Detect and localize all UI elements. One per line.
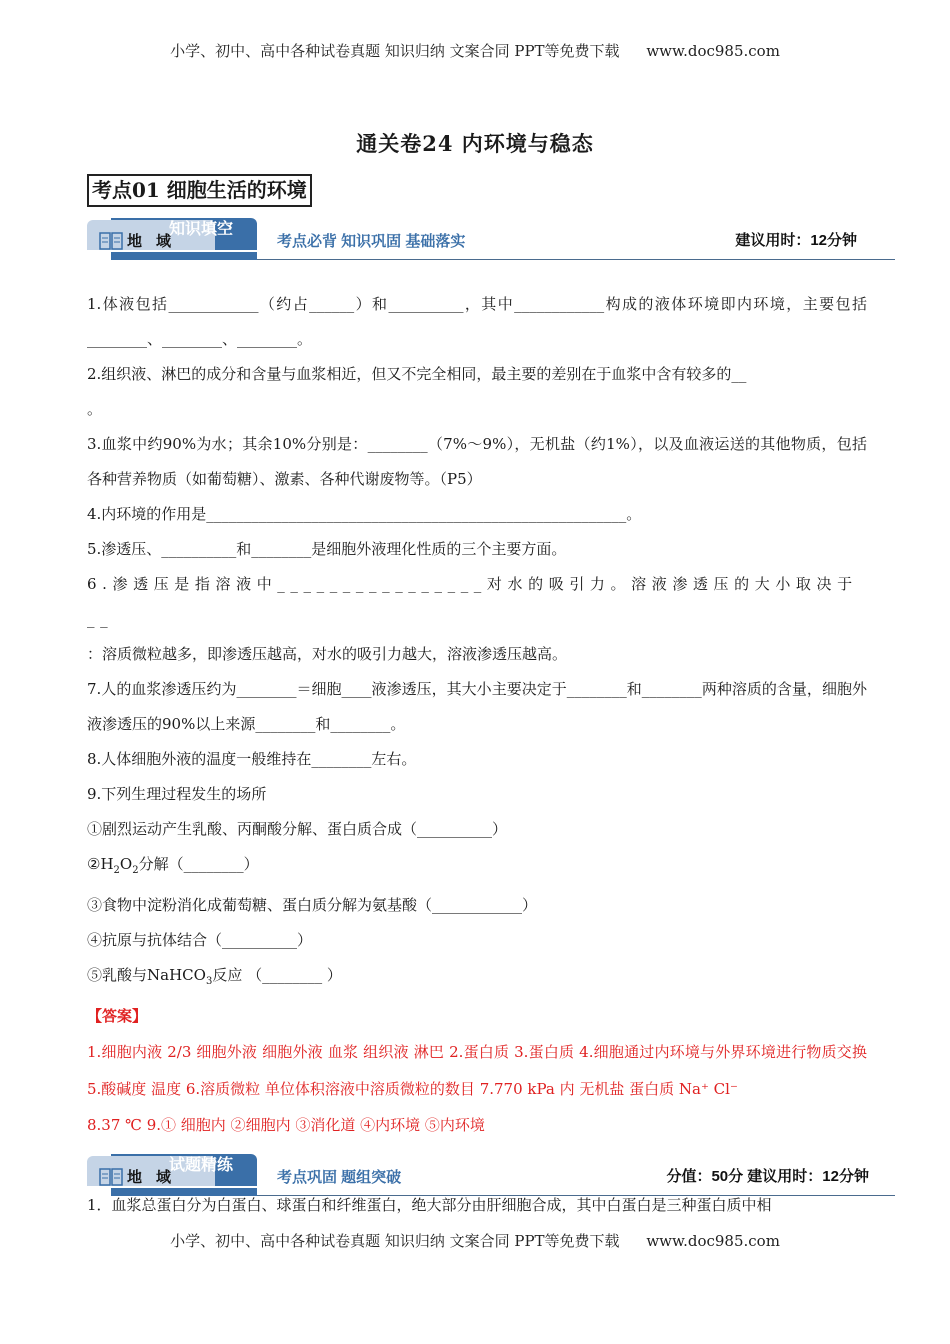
page-footer — [0, 1230, 950, 1251]
question-7: 7.人的血浆渗透压约为________＝细胞____液渗透压，其大小主要决定于________和________两种溶质的含量，细胞外液渗透压的90%以上来源________和________。 — [87, 680, 867, 733]
answer-heading: 【答案】 — [87, 1007, 148, 1025]
answer-line-2: 8.37 ℃ 9.① 细胞内 ②细胞内 ③消化道 ④内环境 ⑤内环境 — [87, 1116, 485, 1134]
score-and-time: 分值：50分 建议用时：12分钟 — [666, 1168, 869, 1185]
page-header — [0, 40, 950, 61]
section-title: 考点01 细胞生活的环境 — [87, 174, 312, 207]
question-8: 8.人体细胞外液的温度一般维持在________左右。 — [87, 750, 417, 768]
book-icon — [99, 232, 123, 250]
question-6: 6.渗透压是指溶液中________________对水的吸引力。溶液渗透压的大小取决于__ — [87, 575, 858, 628]
footer-text: 小学、初中、高中各种试卷真题 知识归纳 文案合同 PPT等免费下载 — [170, 1232, 620, 1250]
banner-tab-label: 知识填空 — [169, 221, 234, 238]
question-4: 4.内环境的作用是________________________________________________________。 — [87, 505, 642, 523]
header-text: 小学、初中、高中各种试卷真题 知识归纳 文案合同 PPT等免费下载 — [170, 42, 620, 60]
question-9-item-2: $②H_2O_2$分解（________） — [87, 855, 259, 876]
suggested-time: 建议用时：12分钟 — [735, 232, 857, 249]
knowledge-fill-banner — [87, 216, 895, 262]
question-1: 1.体液包括____________（约占______）和__________，其中____________构成的液体环境即内环境，主要包括________、________、________。 — [87, 295, 867, 348]
question-3: 3.血浆中约90%为水；其余10%分别是：________（7%～9%），无机盐（约1%），以及血液运送的其他物质，包括各种营养物质（如葡萄糖）、激素、各种代谢废物等。（P5） — [87, 435, 867, 488]
header-url[interactable]: www.doc985.com — [646, 42, 780, 60]
banner-stamp: 地域 — [127, 232, 186, 250]
banner-motto: 考点巩固 题组突破 — [277, 1169, 402, 1186]
banner-stamp: 地域 — [127, 1168, 186, 1186]
question-9-item-3: ③食物中淀粉消化成葡萄糖、蛋白质分解为氨基酸（____________） — [87, 896, 538, 914]
answer-line-1: 1.细胞内液 2/3 细胞外液 细胞外液 血浆 组织液 淋巴 2.蛋白质 3.蛋白质 4.细胞通过内环境与外界环境进行物质交换 5.酸碱度 温度 6.溶质微粒 单位体积溶液中溶质微粒的数目 7.770 kPa 内 无机盐 蛋白质 Na⁺ Cl⁻ — [87, 1043, 867, 1098]
question-2: 2.组织液、淋巴的成分和含量与血浆相近，但又不完全相同，最主要的差别在于血浆中含有较多的__ — [87, 365, 747, 383]
document-title: 通关卷24 内环境与稳态 — [356, 131, 594, 156]
fill-in-questions — [87, 287, 867, 1143]
question-9-item-4: ④抗原与抗体结合（__________） — [87, 931, 313, 949]
footer-url[interactable]: www.doc985.com — [646, 1232, 780, 1250]
question-9-item-5: ⑤乳酸与NaHCO$_3$反应 （________ ） — [87, 966, 342, 987]
question-9-item-1: ①剧烈运动产生乳酸、丙酮酸分解、蛋白质合成（__________） — [87, 820, 508, 838]
exercise-question-1: 1．血浆总蛋白分为白蛋白、球蛋白和纤维蛋白，绝大部分由肝细胞合成，其中白蛋白是三种蛋白质中相 — [87, 1196, 772, 1214]
question-5: 5.渗透压、__________和________是细胞外液理化性质的三个主要方面。 — [87, 540, 567, 558]
question-9: 9.下列生理过程发生的场所 — [87, 785, 267, 803]
banner-tab-label: 试题精练 — [169, 1157, 234, 1174]
banner-motto: 考点必背 知识巩固 基础落实 — [277, 233, 466, 250]
book-icon — [99, 1168, 123, 1186]
banner-tab — [87, 216, 257, 260]
question-2-end: 。 — [87, 400, 103, 418]
question-6-end: ：溶质微粒越多，即渗透压越高，对水的吸引力越大，溶液渗透压越高。 — [87, 645, 568, 663]
